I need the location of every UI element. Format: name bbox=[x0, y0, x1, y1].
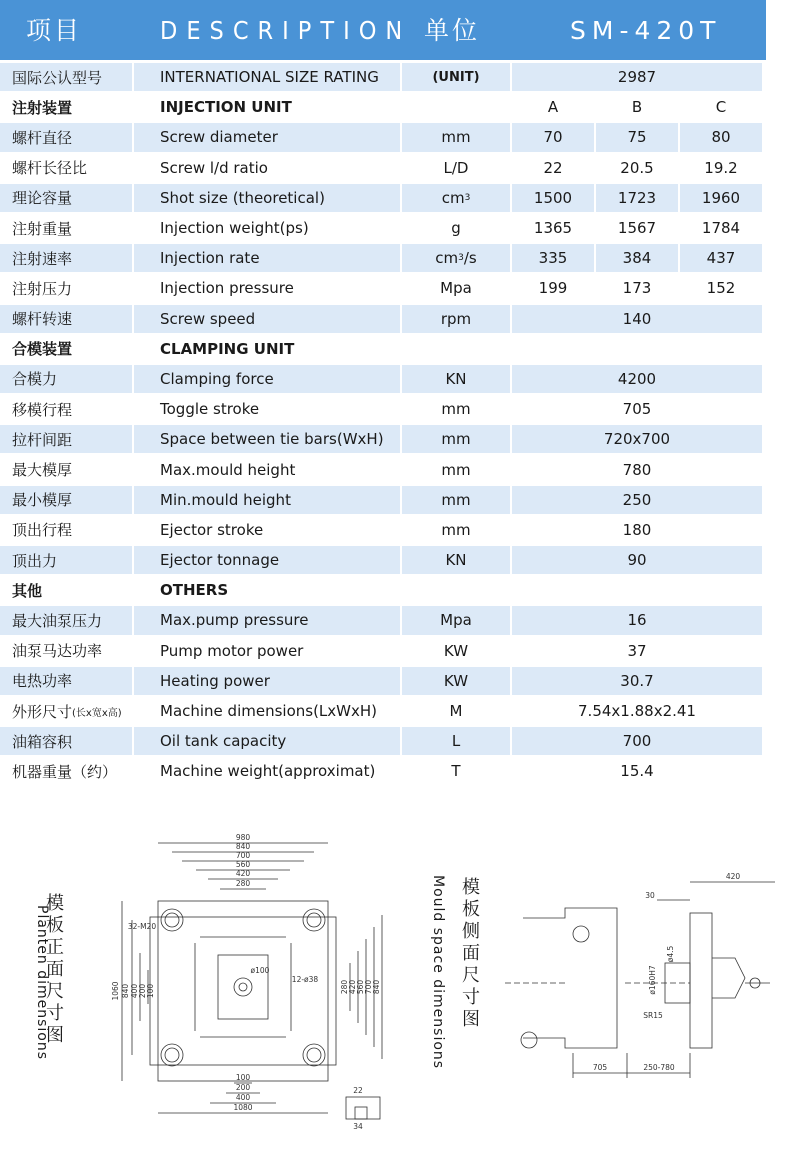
row-label-zh bbox=[0, 244, 132, 272]
side-diagram-title-en: Mould space dimensions bbox=[430, 875, 446, 1070]
row-value: 700 bbox=[512, 727, 762, 755]
row-unit bbox=[402, 455, 510, 483]
row-value: 4200 bbox=[512, 365, 762, 393]
side-dim-nozzle-hole: ø4.5 bbox=[666, 945, 675, 963]
row-label-en: Min.mould height bbox=[134, 486, 400, 514]
header-unit: 单位 bbox=[424, 16, 481, 45]
row-unit-text: rpm bbox=[440, 309, 472, 328]
row-label-zh bbox=[0, 93, 132, 121]
front-bottom-dim-3: 400 bbox=[235, 1093, 251, 1102]
row-value: 180 bbox=[622, 520, 652, 539]
spec-row bbox=[0, 183, 766, 213]
front-left-dim-2: 840 bbox=[121, 983, 130, 999]
header-item: 项目 bbox=[26, 16, 83, 45]
row-unit-text: M bbox=[449, 702, 463, 721]
row-value-b: 173 bbox=[622, 279, 652, 298]
row-unit bbox=[402, 757, 510, 785]
row-label-en: Screw l/d ratio bbox=[160, 158, 268, 177]
row-label-en: Ejector tonnage bbox=[134, 546, 400, 574]
front-top-dim-3: 700 bbox=[235, 851, 251, 860]
side-dim-offset: 30 bbox=[645, 891, 655, 900]
row-label-zh-text: 顶出力 bbox=[12, 551, 58, 570]
row-unit bbox=[402, 274, 510, 302]
row-value: 250 bbox=[512, 486, 762, 514]
row-value: 720x700 bbox=[512, 425, 762, 453]
front-bottom-dim-4: 1080 bbox=[233, 1103, 253, 1112]
header-model: SM-420T bbox=[570, 16, 722, 45]
row-label-en: CLAMPING UNIT bbox=[160, 339, 295, 358]
row-value: 780 bbox=[622, 460, 652, 479]
row-value-c: C bbox=[715, 98, 727, 117]
spec-row bbox=[0, 636, 766, 666]
row-label-zh-text: 油箱容积 bbox=[12, 732, 73, 751]
row-label-zh bbox=[0, 365, 132, 393]
row-label-zh-text: 最小模厚 bbox=[12, 491, 73, 510]
row-unit bbox=[402, 395, 510, 423]
row-label-en: Max.pump pressure bbox=[134, 606, 400, 634]
row-value-b: 1723 bbox=[596, 184, 678, 212]
row-label-zh-text: 外形尺寸 bbox=[12, 702, 73, 721]
row-label-zh-text: 合模力 bbox=[12, 370, 58, 389]
front-left-dim-3: 400 bbox=[130, 983, 139, 999]
front-detail-dim-2: 34 bbox=[353, 1122, 363, 1131]
spec-row bbox=[0, 304, 766, 334]
row-label-en: Shot size (theoretical) bbox=[134, 184, 400, 212]
row-label-zh bbox=[0, 214, 132, 242]
row-label-zh-text: 其他 bbox=[12, 581, 43, 600]
front-left-dim-4: 200 bbox=[138, 983, 147, 999]
row-label-zh bbox=[0, 123, 132, 151]
row-value-a: 22 bbox=[543, 158, 563, 177]
row-unit-text: KW bbox=[443, 671, 469, 690]
row-label-zh-text: 油泵马达功率 bbox=[12, 642, 103, 661]
row-value-b: 75 bbox=[596, 123, 678, 151]
spec-row bbox=[0, 726, 766, 756]
row-value-c: 152 bbox=[706, 279, 736, 298]
row-label-en: Machine dimensions(LxWxH) bbox=[160, 702, 378, 721]
row-unit-text: mm bbox=[441, 128, 471, 147]
row-label-zh bbox=[0, 546, 132, 574]
row-label-zh-text: 理论容量 bbox=[12, 189, 73, 208]
row-label-en: Max.mould height bbox=[160, 460, 296, 479]
row-unit bbox=[402, 214, 510, 242]
row-label-zh bbox=[0, 274, 132, 302]
row-label-zh-text: 螺杆转速 bbox=[12, 310, 73, 329]
side-diagram-title-zh: 模板侧面尺寸图 bbox=[462, 877, 480, 1030]
spec-row bbox=[0, 454, 766, 484]
row-label-zh-text: 合模装置 bbox=[12, 340, 73, 359]
row-value: 30.7 bbox=[512, 667, 762, 695]
row-label-en: Clamping force bbox=[134, 365, 400, 393]
front-bottom-dim-2: 200 bbox=[235, 1083, 251, 1092]
row-label-zh-text: 最大模厚 bbox=[12, 461, 73, 480]
row-label-zh bbox=[0, 757, 132, 785]
row-label-en: Injection pressure bbox=[160, 279, 294, 298]
row-unit-tail: /s bbox=[463, 249, 477, 268]
row-unit bbox=[402, 425, 510, 453]
spec-row bbox=[0, 515, 766, 545]
side-dim-stroke: 705 bbox=[592, 1063, 608, 1072]
row-unit-text: Mpa bbox=[440, 279, 472, 298]
row-label-zh bbox=[0, 727, 132, 755]
spec-row bbox=[0, 394, 766, 424]
row-unit: cm 3 /s bbox=[402, 244, 510, 272]
row-value: 705 bbox=[622, 400, 652, 419]
row-label-zh bbox=[0, 395, 132, 423]
section-row bbox=[0, 575, 766, 605]
front-top-dim-2: 840 bbox=[235, 842, 251, 851]
row-label-en: INTERNATIONAL SIZE RATING bbox=[134, 63, 400, 91]
row-unit: cm 3 bbox=[402, 184, 510, 212]
front-callout-holes: 12-ø38 bbox=[291, 975, 319, 984]
row-unit bbox=[402, 154, 510, 182]
row-value-a: 335 bbox=[512, 244, 594, 272]
row-value-c: 19.2 bbox=[704, 158, 738, 177]
front-callout-bolt: 32-M20 bbox=[127, 922, 157, 931]
spec-row bbox=[0, 153, 766, 183]
row-label-zh-text: 注射装置 bbox=[12, 98, 73, 117]
spec-row bbox=[0, 696, 766, 726]
section-row bbox=[0, 334, 766, 364]
spec-row bbox=[0, 545, 766, 575]
row-label-zh-text: 注射压力 bbox=[12, 279, 73, 298]
row-unit bbox=[402, 305, 510, 333]
front-top-dim-6: 280 bbox=[235, 879, 251, 888]
row-label-zh-text: 电热功率 bbox=[12, 672, 73, 691]
row-value: 15.4 bbox=[620, 762, 654, 781]
row-label-zh-text: 顶出行程 bbox=[12, 521, 73, 540]
front-top-dim-5: 420 bbox=[235, 869, 251, 878]
row-label-en: Oil tank capacity bbox=[134, 727, 400, 755]
row-unit-text: cm bbox=[441, 188, 465, 207]
front-diagram-title-en: Planten dimensions bbox=[34, 905, 50, 1061]
row-label-en: Ejector stroke bbox=[160, 520, 264, 539]
row-label-en: Machine weight(approximat) bbox=[160, 762, 376, 781]
front-right-dim-2: 420 bbox=[348, 979, 357, 995]
row-label-zh bbox=[0, 425, 132, 453]
front-left-dim-5: 100 bbox=[146, 983, 155, 999]
mould-space-diagram bbox=[505, 868, 785, 1088]
row-value: 7.54x1.88x2.41 bbox=[578, 702, 696, 721]
row-value-a: 70 bbox=[512, 123, 594, 151]
row-unit-text: mm bbox=[441, 400, 471, 419]
front-right-dim-1: 280 bbox=[340, 979, 349, 995]
row-value-c: 80 bbox=[680, 123, 762, 151]
row-label-zh bbox=[0, 576, 132, 604]
row-value-b: 384 bbox=[596, 244, 678, 272]
row-label-zh bbox=[0, 335, 132, 363]
row-label-zh bbox=[0, 667, 132, 695]
row-unit-text: mm bbox=[441, 460, 471, 479]
row-unit-text: KN bbox=[445, 551, 467, 570]
spec-table bbox=[0, 62, 766, 787]
row-value-c: 1784 bbox=[701, 219, 741, 238]
row-label-zh bbox=[0, 697, 132, 725]
row-label-zh bbox=[0, 154, 132, 182]
row-value-c: 437 bbox=[680, 244, 762, 272]
spec-row bbox=[0, 364, 766, 394]
row-unit bbox=[402, 365, 510, 393]
side-dim-locating-ring: ø160H7 bbox=[648, 965, 657, 995]
row-label-zh-text: 螺杆直径 bbox=[12, 128, 73, 147]
front-bottom-dim-1: 100 bbox=[235, 1073, 251, 1082]
row-unit-text: KW bbox=[443, 641, 469, 660]
spec-row bbox=[0, 273, 766, 303]
row-label-zh bbox=[0, 305, 132, 333]
row-label-en: Heating power bbox=[134, 667, 400, 695]
front-left-dim-1: 1060 bbox=[111, 981, 120, 1001]
row-unit bbox=[402, 486, 510, 514]
row-unit-text: T bbox=[451, 762, 461, 781]
row-unit-text: KN bbox=[445, 369, 467, 388]
row-unit-text: (UNIT) bbox=[432, 69, 480, 85]
row-unit bbox=[402, 637, 510, 665]
row-label-en: INJECTION UNIT bbox=[160, 98, 292, 117]
row-value: 2987 bbox=[512, 63, 762, 91]
row-label-zh-text: 注射重量 bbox=[12, 219, 73, 238]
row-label-zh-text: 注射速率 bbox=[12, 249, 73, 268]
row-value: 90 bbox=[512, 546, 762, 574]
row-unit bbox=[402, 727, 510, 755]
side-dim-platen: 420 bbox=[725, 872, 741, 881]
row-unit bbox=[402, 697, 510, 725]
row-label-zh bbox=[0, 637, 132, 665]
spec-row bbox=[0, 122, 766, 152]
row-label-zh bbox=[0, 184, 132, 212]
row-label-zh bbox=[0, 486, 132, 514]
row-label-zh-text: 国际公认型号 bbox=[12, 68, 103, 87]
spec-row bbox=[0, 424, 766, 454]
spec-header bbox=[0, 0, 766, 60]
header-description: DESCRIPTION bbox=[160, 16, 412, 45]
spec-row bbox=[0, 666, 766, 696]
row-label-en: Pump motor power bbox=[160, 641, 304, 660]
spec-row bbox=[0, 756, 766, 786]
row-unit-text: L/D bbox=[443, 158, 469, 177]
row-label-en: Screw speed bbox=[134, 305, 400, 333]
row-unit-text: mm bbox=[441, 430, 471, 449]
row-label-zh-text: 最大油泵压力 bbox=[12, 611, 103, 630]
row-label-en: Space between tie bars(WxH) bbox=[134, 425, 400, 453]
row-unit bbox=[402, 516, 510, 544]
row-label-en: OTHERS bbox=[160, 581, 229, 600]
front-platen-diagram bbox=[100, 825, 410, 1135]
row-unit bbox=[402, 606, 510, 634]
side-dim-mould-range: 250-780 bbox=[643, 1063, 675, 1072]
row-label-zh-text: 移模行程 bbox=[12, 400, 73, 419]
row-unit bbox=[402, 546, 510, 574]
row-label-en: Injection rate bbox=[134, 244, 400, 272]
spec-row bbox=[0, 213, 766, 243]
side-dim-nozzle-radius: SR15 bbox=[643, 1011, 663, 1020]
front-diagram-title-zh: 模板正面尺寸图 bbox=[46, 893, 64, 1046]
row-value: 140 bbox=[512, 305, 762, 333]
front-detail-dim-1: 22 bbox=[353, 1086, 363, 1095]
row-unit-text: L bbox=[451, 732, 461, 751]
row-label-zh-note: (长x宽x高) bbox=[72, 707, 122, 719]
row-value: 16 bbox=[512, 606, 762, 634]
row-label-en: Screw diameter bbox=[134, 123, 400, 151]
row-unit-text: mm bbox=[441, 490, 471, 509]
front-right-dim-4: 700 bbox=[364, 979, 373, 995]
row-label-zh-text: 螺杆长径比 bbox=[12, 159, 88, 178]
spec-row bbox=[0, 605, 766, 635]
front-top-dim-1: 980 bbox=[235, 833, 251, 842]
row-value-a: A bbox=[547, 98, 559, 117]
row-unit bbox=[402, 63, 510, 91]
row-value-a: 1365 bbox=[533, 219, 573, 238]
row-label-en: Injection weight(ps) bbox=[160, 219, 309, 238]
row-unit-text: cm bbox=[435, 249, 459, 268]
row-unit bbox=[402, 123, 510, 151]
front-right-dim-3: 560 bbox=[356, 979, 365, 995]
row-label-zh-text: 拉杆间距 bbox=[12, 430, 73, 449]
front-callout-center: ø100 bbox=[250, 966, 270, 975]
row-value-c: 1960 bbox=[680, 184, 762, 212]
row-label-zh bbox=[0, 455, 132, 483]
row-label-en: Toggle stroke bbox=[160, 400, 260, 419]
row-value-b: 1567 bbox=[617, 219, 657, 238]
row-unit-text: Mpa bbox=[440, 611, 472, 630]
row-value-a: 1500 bbox=[512, 184, 594, 212]
section-row bbox=[0, 92, 766, 122]
row-unit-text: mm bbox=[441, 520, 471, 539]
spec-row bbox=[0, 243, 766, 273]
row-value-b: B bbox=[631, 98, 643, 117]
row-label-zh-text: 机器重量（约） bbox=[12, 762, 118, 781]
spec-row bbox=[0, 62, 766, 92]
row-value: 37 bbox=[627, 641, 647, 660]
front-right-dim-5: 840 bbox=[372, 979, 381, 995]
front-top-dim-4: 560 bbox=[235, 860, 251, 869]
row-unit bbox=[402, 667, 510, 695]
row-label-zh bbox=[0, 516, 132, 544]
row-value-b: 20.5 bbox=[620, 158, 654, 177]
row-label-zh bbox=[0, 606, 132, 634]
spec-row bbox=[0, 485, 766, 515]
row-value-a: 199 bbox=[538, 279, 568, 298]
row-unit-text: g bbox=[451, 219, 461, 238]
row-label-zh bbox=[0, 63, 132, 91]
